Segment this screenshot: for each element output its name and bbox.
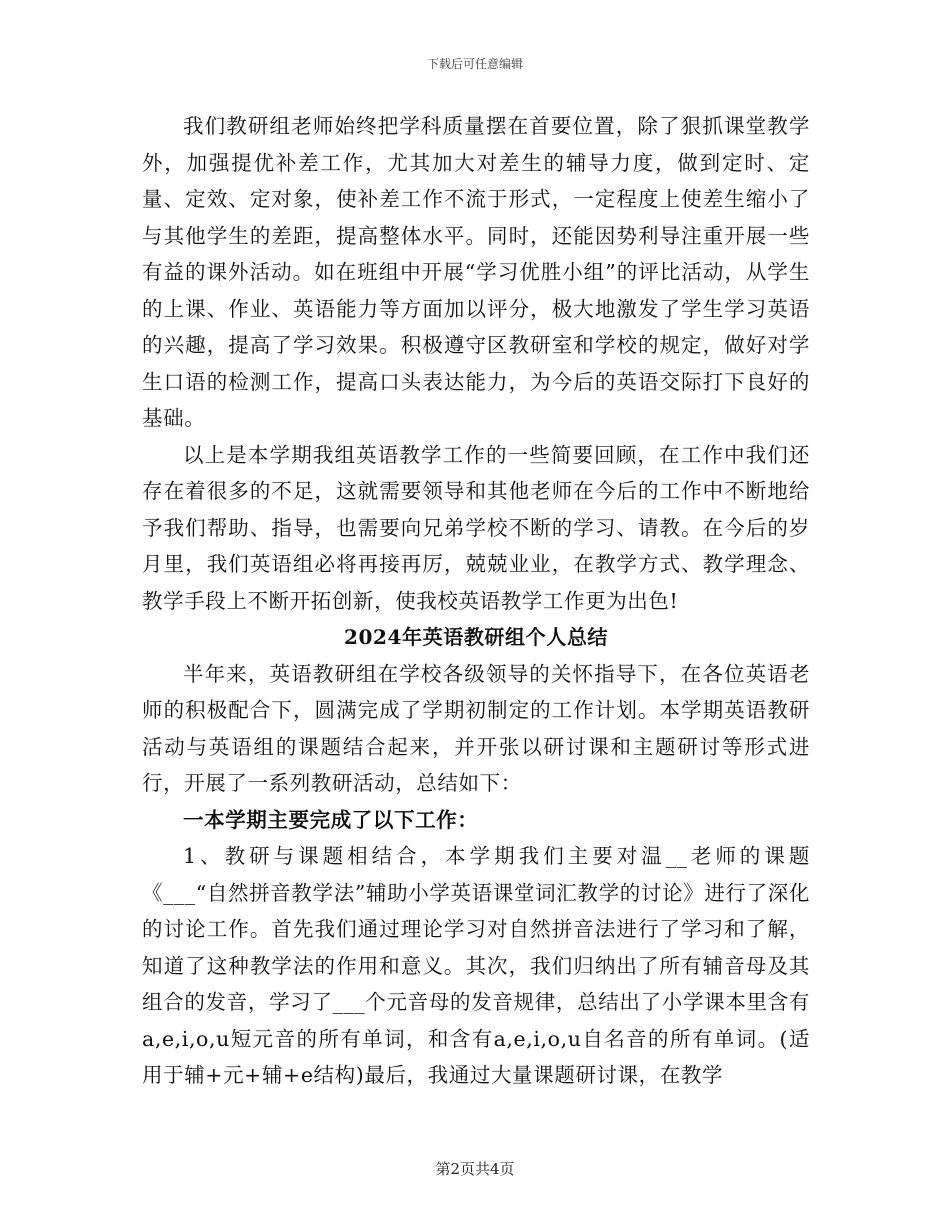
paragraph-2: 以上是本学期我组英语教学工作的一些简要回顾，在工作中我们还存在着很多的不足，这就需要领导和其他老师在今后的工作中不断地给予我们帮助、指导，也需要向兄弟学校不断的学习、请教。在今后的岁月里，我们英语组必将再接再厉，兢兢业业，在教学方式、教学理念、教学手段上不断开拓创新，使我校英语教学工作更为出色! xyxy=(142,442,810,613)
paragraph-3: 半年来，英语教研组在学校各级领导的关怀指导下，在各位英语老师的积极配合下，圆满完成了学期初制定的工作计划。本学期英语教研活动与英语组的课题结合起来，并开张以研讨课和主题研讨等形式进行，开展了一系列教研活动，总结如下： xyxy=(142,661,810,795)
section-heading: 一本学期主要完成了以下工作： xyxy=(183,807,479,832)
document-body xyxy=(142,108,810,1094)
page-footer: 第2页共4页 xyxy=(435,1160,515,1178)
paragraph-1: 我们教研组老师始终把学科质量摆在首要位置，除了狠抓课堂教学外，加强提优补差工作，尤其加大对差生的辅导力度，做到定时、定量、定效、定对象，使补差工作不流于形式，一定程度上使差生缩小了与其他学生的差距，提高整体水平。同时，还能因势利导注重开展一些有益的课外活动。如在班组中开展“学习优胜小组”的评比活动，从学生的上课、作业、英语能力等方面加以评分，极大地激发了学生学习英语的兴趣，提高了学习效果。积极遵守区教研室和学校的规定，做好对学生口语的检测工作，提高口头表达能力，为今后的英语交际打下良好的基础。 xyxy=(142,114,810,430)
page-header: 下载后可任意编辑 xyxy=(426,57,523,71)
paragraph-4: 1、教研与课题相结合，本学期我们主要对温__老师的课题《___“自然拼音教学法”辅助小学英语课堂词汇教学的讨论》进行了深化的讨论工作。首先我们通过理论学习对自然拼音法进行了学习和了解，知道了这种教学法的作用和意义。其次，我们归纳出了所有辅音母及其组合的发音，学习了___个元音母的发音规律，总结出了小学课本里含有a,e,i,o,u短元音的所有单词，和含有a,e,i,o,u自名音的所有单词。(适用于辅+元+辅+e结构)最后，我通过大量课题研讨课，在教学 xyxy=(142,844,810,1087)
section-title: 2024年英语教研组个人总结 xyxy=(343,625,609,649)
